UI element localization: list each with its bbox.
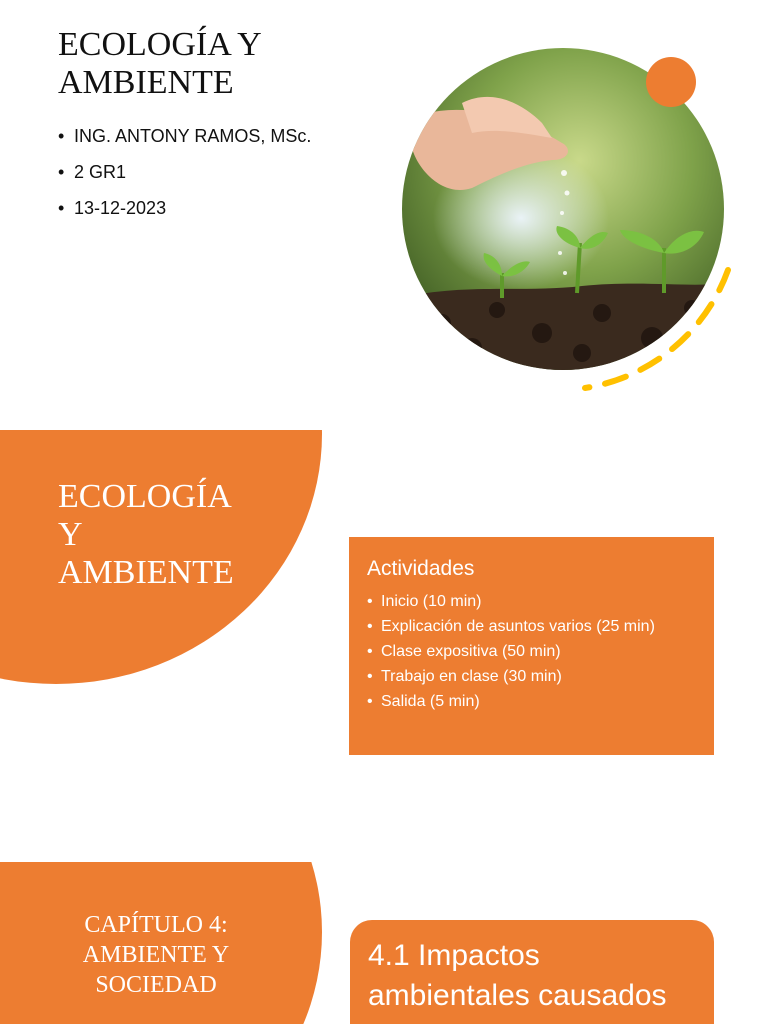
presenter-info-list [58, 118, 311, 226]
decorative-dashed-arc [380, 30, 760, 400]
title-line: ECOLOGÍA Y [58, 26, 262, 63]
course-group: 2 GR1 [74, 162, 127, 182]
activity-text: Clase expositiva (50 min) [381, 643, 561, 660]
title-line: SOCIEDAD [95, 972, 217, 998]
presentation-date: 13-12-2023 [74, 198, 167, 218]
bullet-icon: • [367, 668, 373, 685]
activity-text: Explicación de asuntos varios (25 min) [381, 618, 655, 635]
list-item [367, 614, 714, 639]
bullet-icon: • [367, 693, 373, 710]
title-line: ECOLOGÍA [58, 478, 232, 515]
bullet-icon: • [367, 593, 373, 610]
topic-box [350, 920, 714, 1024]
list-item [58, 154, 311, 190]
topic-line: ambientales causados [368, 979, 667, 1012]
slide-title-heading [58, 26, 262, 102]
list-item [58, 118, 311, 154]
topic-line: 4.1 Impactos [368, 939, 540, 972]
slide-chapter [0, 862, 768, 1024]
bullet-icon: • [367, 618, 373, 635]
topic-title [368, 936, 714, 1016]
list-item [367, 639, 714, 664]
bullet-icon: • [367, 643, 373, 660]
chapter-heading [58, 910, 254, 1000]
activities-box [349, 537, 714, 755]
activity-text: Salida (5 min) [381, 693, 480, 710]
activity-text: Trabajo en clase (30 min) [381, 668, 562, 685]
bullet-icon: • [58, 162, 65, 182]
activity-text: Inicio (10 min) [381, 593, 482, 610]
presenter-name: ING. ANTONY RAMOS, MSc. [74, 126, 312, 146]
bullet-icon: • [58, 126, 65, 146]
slide-heading [58, 478, 234, 592]
bullet-icon: • [58, 198, 65, 218]
list-item [58, 190, 311, 226]
title-line: AMBIENTE Y [82, 942, 230, 968]
title-line: AMBIENTE [58, 64, 234, 101]
list-item [367, 689, 714, 714]
title-line: AMBIENTE [58, 554, 234, 591]
slide-title [0, 0, 768, 400]
activities-title: Actividades [367, 557, 475, 580]
title-line: CAPÍTULO 4: [84, 912, 228, 938]
title-line: Y [58, 516, 83, 553]
list-item [367, 664, 714, 689]
slide-activities [0, 430, 768, 800]
activities-list [367, 589, 714, 714]
list-item [367, 589, 714, 614]
